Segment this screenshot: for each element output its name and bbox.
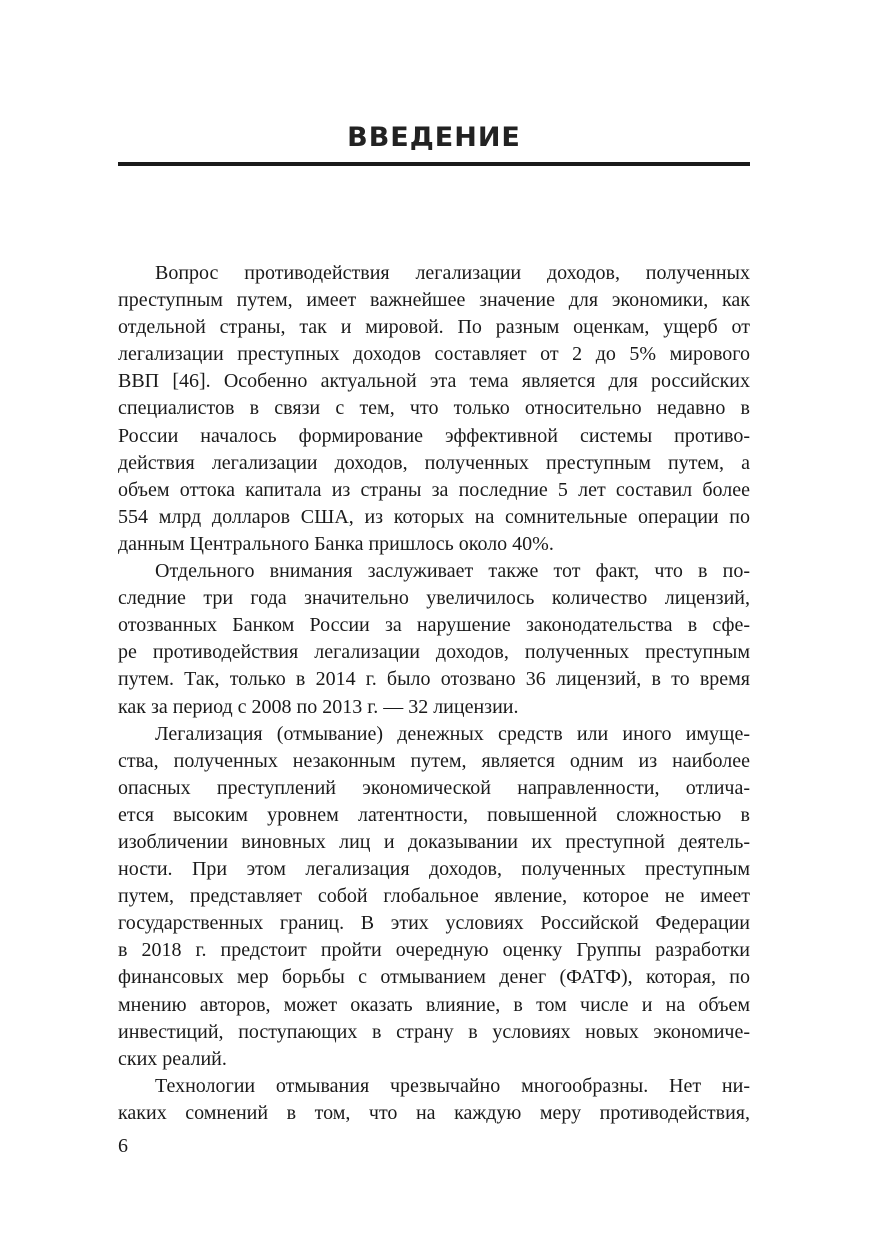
- text-line: специалистов в связи с тем, что только относительно недавно в: [118, 397, 750, 420]
- text-line: инвестиций, поступающих в страну в условиях новых экономиче-: [118, 1020, 750, 1043]
- text-line: финансовых мер борьбы с отмыванием денег (ФАТФ), которая, по: [118, 966, 750, 989]
- text-line: Легализация (отмывание) денежных средств или иного имуще-: [155, 722, 750, 745]
- title-rule: [118, 162, 750, 166]
- text-line: в 2018 г. предстоит пройти очередную оценку Группы разработки: [118, 939, 750, 962]
- page-number: 6: [118, 1135, 128, 1157]
- text-line: путем. Так, только в 2014 г. было отозвано 36 лицензий, в то время: [118, 668, 750, 691]
- text-line: ре противодействия легализации доходов, полученных преступным: [118, 641, 750, 664]
- text-line: ства, полученных незаконным путем, является одним из наиболее: [118, 749, 750, 772]
- text-line: легализации преступных доходов составляет от 2 до 5% мирового: [118, 343, 750, 366]
- text-line: Технологии отмывания чрезвычайно многообразны. Нет ни-: [155, 1074, 750, 1097]
- text-line: каких сомнений в том, что на каждую меру противодействия,: [118, 1101, 750, 1124]
- text-line: ется высоким уровнем латентности, повышенной сложностью в: [118, 803, 750, 826]
- body-text: [118, 260, 750, 1127]
- text-line: преступным путем, имеет важнейшее значение для экономики, как: [118, 289, 750, 312]
- text-line: как за период с 2008 по 2013 г. — 32 лицензии.: [118, 695, 519, 718]
- paragraph: [118, 721, 750, 1073]
- text-line: ВВП [46]. Особенно актуальной эта тема является для российских: [118, 370, 750, 393]
- text-line: данным Центрального Банка пришлось около 40%.: [118, 532, 554, 555]
- text-line: изобличении виновных лиц и доказывании их преступной деятель-: [118, 830, 750, 853]
- text-line: действия легализации доходов, полученных преступным путем, а: [118, 451, 750, 474]
- text-line: 554 млрд долларов США, из которых на сомнительные операции по: [118, 505, 750, 528]
- text-line: отдельной страны, так и мировой. По разным оценкам, ущерб от: [118, 316, 750, 339]
- text-line: России началось формирование эффективной системы противо-: [118, 424, 750, 447]
- paragraph: [118, 558, 750, 721]
- paragraph: [118, 260, 750, 558]
- text-line: путем, представляет собой глобальное явление, которое не имеет: [118, 885, 750, 908]
- text-line: отозванных Банком России за нарушение законодательства в сфе-: [118, 614, 750, 637]
- text-line: ских реалий.: [118, 1047, 227, 1070]
- text-line: объем оттока капитала из страны за последние 5 лет составил более: [118, 478, 750, 501]
- text-line: опасных преступлений экономической направленности, отлича-: [118, 776, 750, 799]
- text-line: мнению авторов, может оказать влияние, в том числе и на объем: [118, 993, 750, 1016]
- paragraph: [118, 1073, 750, 1127]
- text-line: следние три года значительно увеличилось количество лицензий,: [118, 587, 750, 610]
- text-line: Вопрос противодействия легализации доходов, полученных: [155, 262, 750, 284]
- text-line: Отдельного внимания заслуживает также тот факт, что в по-: [155, 560, 750, 583]
- text-line: ности. При этом легализация доходов, полученных преступным: [118, 858, 750, 881]
- page-title: ВВЕДЕНИЕ: [347, 122, 521, 153]
- text-line: государственных границ. В этих условиях Российской Федерации: [118, 912, 750, 935]
